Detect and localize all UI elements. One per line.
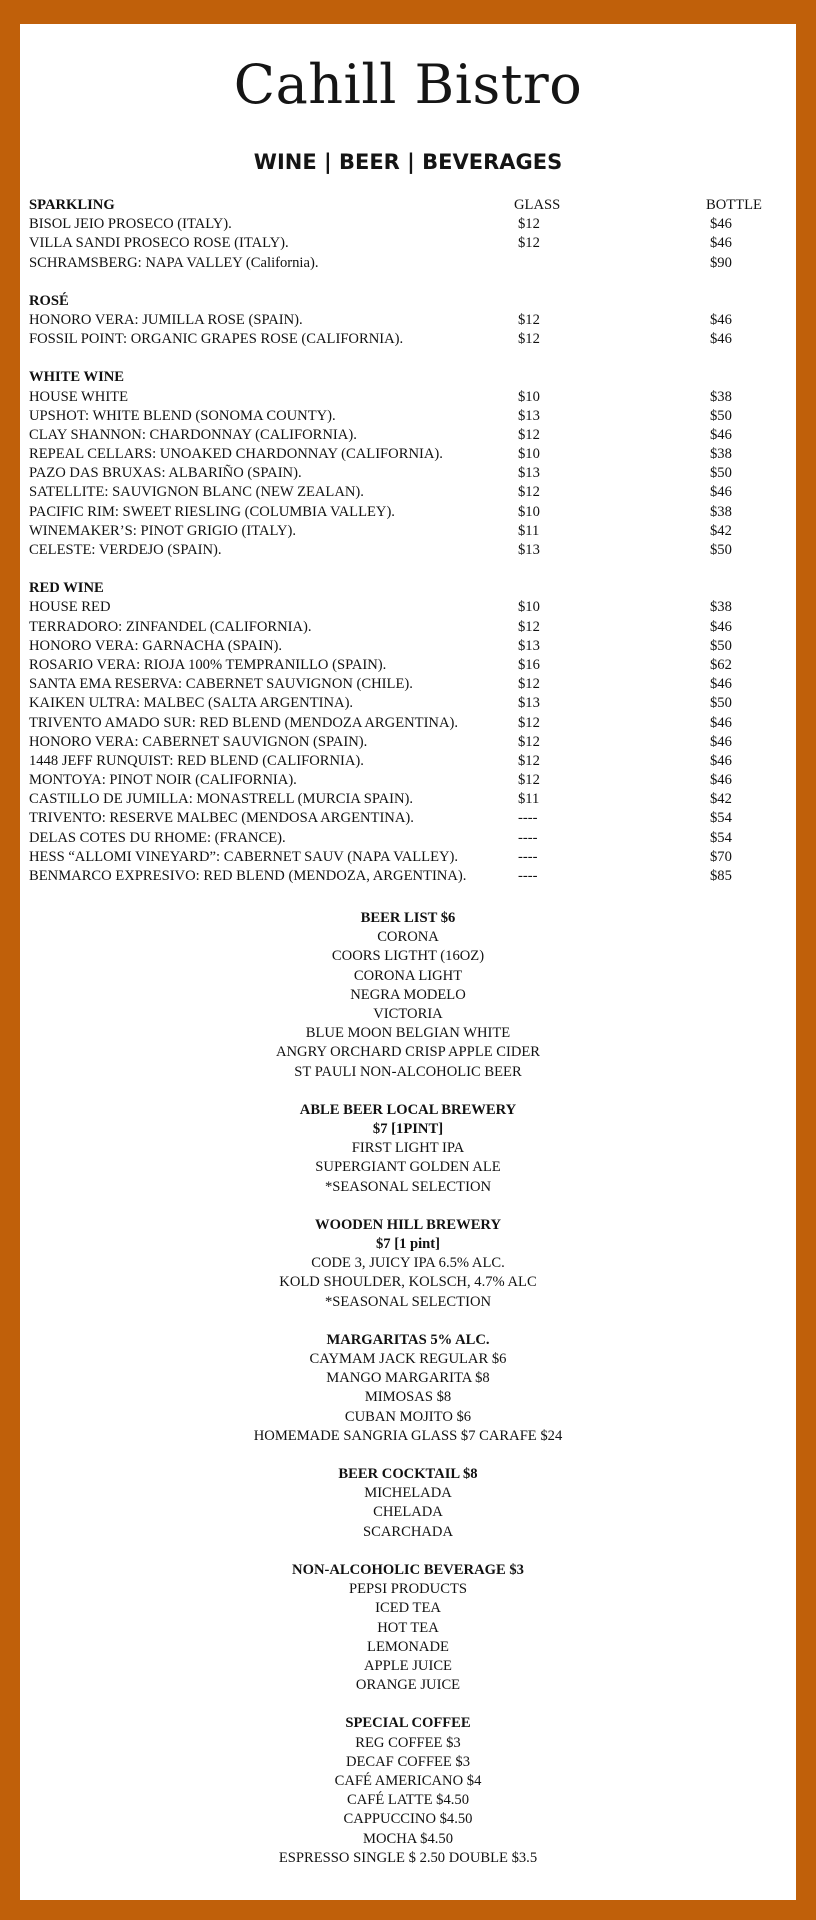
beverage-item: SCARCHADA bbox=[362, 1523, 453, 1540]
beverage-item: CAFÉ LATTE $4.50 bbox=[346, 1792, 469, 1809]
bottle-price: $50 bbox=[710, 695, 732, 712]
wine-item bbox=[29, 675, 789, 694]
bottle-price: $38 bbox=[710, 599, 732, 616]
glass-price: $12 bbox=[518, 714, 540, 731]
wine-name: SATELLITE: SAUVIGNON BLANC (NEW ZEALAN). bbox=[29, 484, 364, 501]
beverage-item: CORONA bbox=[377, 929, 439, 946]
wine-name: KAIKEN ULTRA: MALBEC (SALTA ARGENTINA). bbox=[29, 695, 354, 712]
bottle-price: $46 bbox=[710, 714, 732, 731]
wine-name: TERRADORO: ZINFANDEL (CALIFORNIA). bbox=[29, 618, 312, 635]
beverage-item: HOT TEA bbox=[377, 1619, 439, 1636]
beverage-item: CHELADA bbox=[373, 1504, 443, 1521]
glass-price: $10 bbox=[518, 446, 540, 463]
wine-section-header bbox=[29, 196, 789, 215]
glass-price: $12 bbox=[518, 772, 540, 789]
glass-price: $10 bbox=[518, 599, 540, 616]
bottle-price: $38 bbox=[710, 446, 732, 463]
wine-item bbox=[29, 771, 789, 790]
wine-section-header bbox=[29, 292, 789, 311]
wine-name: PAZO DAS BRUXAS: ALBARIÑO (SPAIN). bbox=[29, 465, 302, 482]
beverage-item: KOLD SHOULDER, KOLSCH, 4.7% ALC bbox=[279, 1274, 537, 1291]
beverage-item: ST PAULI NON-ALCOHOLIC BEER bbox=[294, 1063, 522, 1080]
beverage-section-heading: WOODEN HILL BREWERY bbox=[315, 1216, 501, 1233]
wine-item bbox=[29, 330, 789, 349]
beverage-item: APPLE JUICE bbox=[364, 1657, 452, 1674]
wine-item bbox=[29, 311, 789, 330]
beverage-section bbox=[20, 1216, 796, 1312]
glass-price: $12 bbox=[518, 733, 540, 750]
bottle-price: $54 bbox=[710, 810, 732, 827]
beverage-section-heading: BEER LIST $6 bbox=[360, 910, 456, 926]
beverage-section-heading: $7 [1 pint] bbox=[375, 1236, 441, 1253]
glass-price: $12 bbox=[518, 484, 540, 501]
wine-item bbox=[29, 752, 789, 771]
bottle-price: $85 bbox=[710, 868, 732, 884]
bottle-price: $46 bbox=[710, 484, 732, 501]
wine-item bbox=[29, 637, 789, 656]
bottle-price: $38 bbox=[710, 388, 732, 405]
wine-item bbox=[29, 407, 789, 426]
glass-price: $12 bbox=[518, 311, 540, 328]
wine-name: HOUSE WHITE bbox=[29, 388, 129, 405]
glass-price: ---- bbox=[518, 810, 538, 827]
wine-name: BISOL JEIO PROSECO (ITALY). bbox=[29, 216, 232, 233]
beverage-section bbox=[20, 909, 796, 1082]
glass-price: $13 bbox=[518, 695, 540, 712]
wine-list bbox=[29, 196, 789, 886]
beverage-item: MOCHA $4.50 bbox=[362, 1830, 453, 1847]
wine-item bbox=[29, 388, 789, 407]
wine-item bbox=[29, 541, 789, 560]
beverage-section-heading: SPECIAL COFFEE bbox=[345, 1715, 471, 1732]
beverage-list bbox=[20, 909, 796, 1887]
bottle-price: $46 bbox=[710, 331, 732, 348]
beverage-item: VICTORIA bbox=[373, 1006, 443, 1023]
glass-price: ---- bbox=[518, 848, 538, 865]
bottle-price: $50 bbox=[710, 637, 732, 654]
restaurant-title: Cahill Bistro bbox=[233, 53, 583, 116]
wine-name: SANTA EMA RESERVA: CABERNET SAUVIGNON (CHILE). bbox=[29, 676, 413, 693]
beverage-item: COORS LIGTHT (16OZ) bbox=[331, 948, 485, 965]
wine-item bbox=[29, 503, 789, 522]
wine-name: WINEMAKER’S: PINOT GRIGIO (ITALY). bbox=[29, 522, 297, 539]
wine-name: HONORO VERA: JUMILLA ROSE (SPAIN). bbox=[29, 311, 303, 328]
wine-name: HESS “ALLOMI VINEYARD”: CABERNET SAUV (NAPA VALLEY). bbox=[29, 848, 459, 865]
glass-price: $12 bbox=[518, 216, 540, 233]
bottle-price: $54 bbox=[710, 829, 732, 846]
beverage-section bbox=[20, 1101, 796, 1197]
bottle-price: $50 bbox=[710, 542, 732, 558]
section-heading: WHITE WINE bbox=[29, 369, 125, 386]
beverage-item: PEPSI PRODUCTS bbox=[348, 1581, 467, 1598]
menu-subtitle: WINE | BEER | BEVERAGES bbox=[253, 150, 563, 174]
bottle-price: $70 bbox=[710, 848, 732, 865]
beverage-item: MIMOSAS $8 bbox=[364, 1389, 452, 1406]
wine-name: CLAY SHANNON: CHARDONNAY (CALIFORNIA). bbox=[29, 426, 357, 443]
bottle-price: $38 bbox=[710, 503, 732, 520]
beverage-item: CAPPUCCINO $4.50 bbox=[343, 1811, 473, 1828]
glass-price: $13 bbox=[518, 542, 540, 558]
bottle-price: $46 bbox=[710, 311, 732, 328]
bottle-price: $90 bbox=[710, 254, 732, 271]
beverage-item: ANGRY ORCHARD CRISP APPLE CIDER bbox=[275, 1044, 541, 1061]
bottle-price: $46 bbox=[710, 733, 732, 750]
beverage-section bbox=[20, 1465, 796, 1542]
bottle-price: $42 bbox=[710, 791, 732, 808]
beverage-item: LEMONADE bbox=[367, 1638, 449, 1655]
wine-name: TRIVENTO AMADO SUR: RED BLEND (MENDOZA ARGENTINA). bbox=[29, 714, 459, 731]
wine-item bbox=[29, 426, 789, 445]
wine-section-header bbox=[29, 579, 789, 598]
wine-item bbox=[29, 790, 789, 809]
bottle-price: $50 bbox=[710, 407, 732, 424]
wine-name: CELESTE: VERDEJO (SPAIN). bbox=[29, 542, 222, 558]
bottle-price: $46 bbox=[710, 772, 732, 789]
bottle-price: $46 bbox=[710, 216, 732, 233]
wine-item bbox=[29, 867, 789, 886]
glass-price: $10 bbox=[518, 503, 540, 520]
glass-price: ---- bbox=[518, 868, 538, 884]
wine-item bbox=[29, 254, 789, 273]
wine-item bbox=[29, 464, 789, 483]
wine-item bbox=[29, 483, 789, 502]
beverage-section bbox=[20, 1331, 796, 1446]
section-heading: SPARKLING bbox=[29, 197, 115, 213]
wine-item bbox=[29, 445, 789, 464]
wine-item bbox=[29, 234, 789, 253]
beverage-section bbox=[20, 1561, 796, 1695]
wine-name: MONTOYA: PINOT NOIR (CALIFORNIA). bbox=[29, 772, 297, 789]
wine-name: ROSARIO VERA: RIOJA 100% TEMPRANILLO (SPAIN). bbox=[29, 656, 387, 673]
glass-price: $12 bbox=[518, 752, 540, 769]
wine-name: REPEAL CELLARS: UNOAKED CHARDONNAY (CALIFORNIA). bbox=[29, 446, 443, 463]
beverage-item: CAYMAM JACK REGULAR $6 bbox=[309, 1351, 507, 1368]
beverage-item: BLUE MOON BELGIAN WHITE bbox=[305, 1025, 511, 1042]
glass-price: $13 bbox=[518, 465, 540, 482]
beverage-item: DECAF COFFEE $3 bbox=[345, 1753, 471, 1770]
beverage-item: MICHELADA bbox=[364, 1485, 452, 1502]
beverage-item: SUPERGIANT GOLDEN ALE bbox=[315, 1159, 501, 1176]
bottle-price: $46 bbox=[710, 752, 732, 769]
wine-item bbox=[29, 618, 789, 637]
beverage-item: ICED TEA bbox=[375, 1600, 441, 1617]
beverage-item: MANGO MARGARITA $8 bbox=[326, 1370, 490, 1387]
wine-name: BENMARCO EXPRESIVO: RED BLEND (MENDOZA, ARGENTINA). bbox=[29, 868, 467, 884]
bottle-price: $50 bbox=[710, 465, 732, 482]
wine-name: FOSSIL POINT: ORGANIC GRAPES ROSE (CALIFORNIA). bbox=[29, 331, 404, 348]
wine-item bbox=[29, 829, 789, 848]
glass-price: $13 bbox=[518, 407, 540, 424]
beverage-item: *SEASONAL SELECTION bbox=[324, 1293, 492, 1310]
beverage-section-heading: BEER COCKTAIL $8 bbox=[338, 1466, 478, 1483]
wine-item bbox=[29, 809, 789, 828]
glass-column-label: GLASS bbox=[514, 197, 561, 213]
wine-item bbox=[29, 714, 789, 733]
bottle-price: $46 bbox=[710, 235, 732, 252]
glass-price: $11 bbox=[518, 791, 540, 808]
beverage-section-heading: MARGARITAS 5% ALC. bbox=[326, 1331, 490, 1348]
glass-price: $16 bbox=[518, 656, 540, 673]
beverage-item: CAFÉ AMERICANO $4 bbox=[334, 1772, 482, 1789]
wine-name: VILLA SANDI PROSECO ROSE (ITALY). bbox=[29, 235, 289, 252]
beverage-section-heading: ABLE BEER LOCAL BREWERY bbox=[299, 1101, 517, 1118]
beverage-item: NEGRA MODELO bbox=[350, 986, 466, 1003]
glass-price: $12 bbox=[518, 235, 540, 252]
section-heading: ROSÉ bbox=[29, 292, 69, 309]
bottle-price: $46 bbox=[710, 618, 732, 635]
section-gap bbox=[29, 273, 789, 292]
beverage-item: ESPRESSO SINGLE $ 2.50 DOUBLE $3.5 bbox=[278, 1849, 538, 1866]
glass-price: $13 bbox=[518, 637, 540, 654]
wine-item bbox=[29, 598, 789, 617]
beverage-item: HOMEMADE SANGRIA GLASS $7 CARAFE $24 bbox=[253, 1427, 563, 1444]
menu-page bbox=[20, 24, 796, 1900]
glass-price: $10 bbox=[518, 388, 540, 405]
bottle-column-label: BOTTLE bbox=[706, 197, 762, 213]
section-gap bbox=[29, 349, 789, 368]
wine-name: UPSHOT: WHITE BLEND (SONOMA COUNTY). bbox=[29, 407, 336, 424]
beverage-item: CODE 3, JUICY IPA 6.5% ALC. bbox=[311, 1255, 505, 1272]
wine-item bbox=[29, 733, 789, 752]
wine-name: HONORO VERA: CABERNET SAUVIGNON (SPAIN). bbox=[29, 733, 368, 750]
glass-price: $12 bbox=[518, 676, 540, 693]
wine-name: HONORO VERA: GARNACHA (SPAIN). bbox=[29, 637, 282, 654]
section-gap bbox=[29, 560, 789, 579]
bottle-price: $46 bbox=[710, 426, 732, 443]
wine-name: TRIVENTO: RESERVE MALBEC (MENDOSA ARGENTINA). bbox=[29, 810, 414, 827]
beverage-item: ORANGE JUICE bbox=[355, 1677, 461, 1694]
beverage-item: REG COFFEE $3 bbox=[355, 1734, 461, 1751]
beverage-section-heading: $7 [1PINT] bbox=[372, 1121, 444, 1138]
beverage-section bbox=[20, 1714, 796, 1868]
bottle-price: $42 bbox=[710, 522, 732, 539]
wine-section-header bbox=[29, 368, 789, 387]
wine-item bbox=[29, 522, 789, 541]
glass-price: $11 bbox=[518, 522, 540, 539]
wine-name: 1448 JEFF RUNQUIST: RED BLEND (CALIFORNIA). bbox=[29, 752, 364, 769]
section-heading: RED WINE bbox=[29, 580, 104, 597]
glass-price: $12 bbox=[518, 426, 540, 443]
beverage-item: *SEASONAL SELECTION bbox=[324, 1178, 492, 1195]
beverage-item: CORONA LIGHT bbox=[353, 967, 463, 984]
beverage-section-heading: NON-ALCOHOLIC BEVERAGE $3 bbox=[292, 1561, 524, 1578]
glass-price: ---- bbox=[518, 829, 538, 846]
beverage-item: CUBAN MOJITO $6 bbox=[344, 1408, 472, 1425]
wine-name: HOUSE RED bbox=[29, 599, 111, 616]
wine-item bbox=[29, 215, 789, 234]
wine-name: PACIFIC RIM: SWEET RIESLING (COLUMBIA VALLEY). bbox=[29, 503, 395, 520]
glass-price: $12 bbox=[518, 331, 540, 348]
wine-name: CASTILLO DE JUMILLA: MONASTRELL (MURCIA SPAIN). bbox=[29, 791, 414, 808]
beverage-item: FIRST LIGHT IPA bbox=[351, 1140, 465, 1157]
wine-name: SCHRAMSBERG: NAPA VALLEY (California). bbox=[29, 254, 319, 271]
wine-item bbox=[29, 848, 789, 867]
bottle-price: $62 bbox=[710, 656, 732, 673]
glass-price: $12 bbox=[518, 618, 540, 635]
wine-item bbox=[29, 656, 789, 675]
wine-item bbox=[29, 694, 789, 713]
wine-name: DELAS COTES DU RHOME: (FRANCE). bbox=[29, 829, 286, 846]
bottle-price: $46 bbox=[710, 676, 732, 693]
